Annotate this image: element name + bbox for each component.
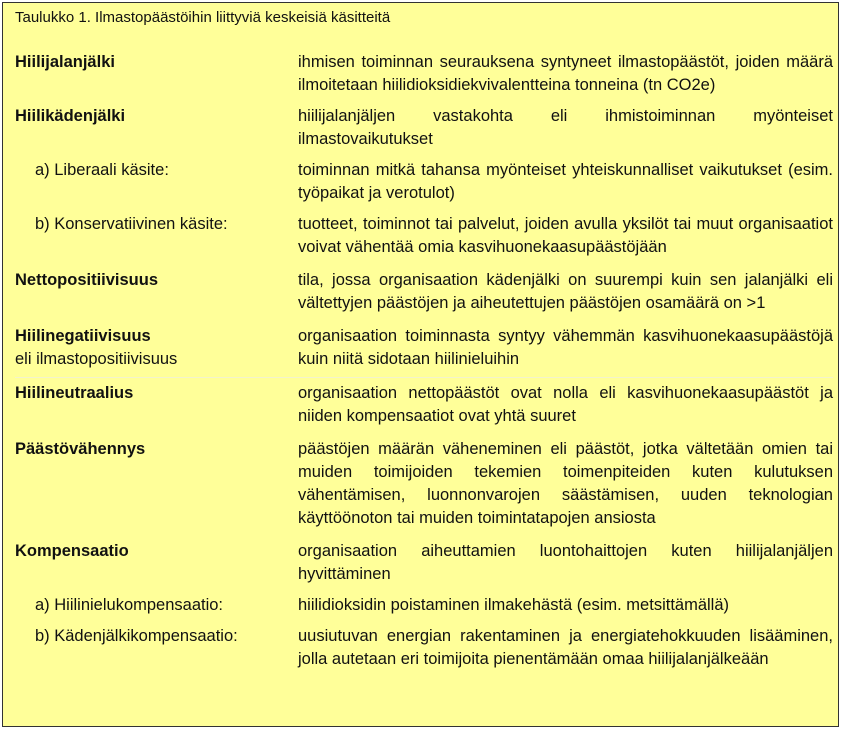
definition-hiilineutraalius: organisaation nettopäästöt ovat nolla eli kasvihuonekaasupäästöt ja niiden kompensaatiot ovat yhtä suuret xyxy=(298,384,833,425)
definition-konservatiivinen-kasite: tuotteet, toiminnot tai palvelut, joiden avulla yksilöt tai muut organisaatiot voivat vähentää omia kasvihuonekaasupäästöjään xyxy=(298,215,833,256)
definition-hiilijalanjalki: ihmisen toiminnan seurauksena syntyneet ilmastopäästöt, joiden määrä ilmoitetaan hiilidioksidiekvivalentteina tonneina (tn CO2e) xyxy=(298,53,833,94)
definition-kompensaatio: organisaation aiheuttamien luontohaittojen kuten hiilijalanjäljen hyvittäminen xyxy=(298,542,833,583)
definition-kadenjalkikompensaatio: uusiutuvan energian rakentaminen ja energiatehokkuuden lisääminen, jolla autetaan eri toimijoita pienentämään omaa hiilijalanjälkeään xyxy=(298,627,833,668)
term-hiilineutraalius: Hiilineutraalius xyxy=(15,384,134,402)
definition-liberaali-kasite: toiminnan mitkä tahansa myönteiset yhteiskunnalliset vaikutukset (esim. työpaikat ja verotulot) xyxy=(298,161,833,202)
term-kadenjalkikompensaatio: b) Kädenjälkikompensaatio: xyxy=(35,627,238,645)
table-row xyxy=(15,625,833,671)
definition-hiilinielukompensaatio: hiilidioksidin poistaminen ilmakehästä (esim. metsittämällä) xyxy=(298,596,729,614)
table-row xyxy=(15,51,833,97)
table-row xyxy=(15,213,833,259)
term-hiilikadenjalki: Hiilikädenjälki xyxy=(15,107,126,125)
table-row xyxy=(15,540,833,586)
concepts-table xyxy=(2,2,839,727)
table-row xyxy=(15,269,833,315)
term-paastovahennys: Päästövähennys xyxy=(15,440,146,458)
table-row xyxy=(15,159,833,205)
table-caption: Taulukko 1. Ilmastopäästöihin liittyviä keskeisiä käsitteitä xyxy=(15,9,391,26)
definition-nettopositiivisuus: tila, jossa organisaation kädenjälki on suurempi kuin sen jalanjälki eli vältettyjen päästöjen ja aiheutettujen päästöjen osamäärä on >1 xyxy=(298,271,833,312)
term-hiilinielukompensaatio: a) Hiilinielukompensaatio: xyxy=(35,596,224,614)
term-hiilinegatiivisuus-alias: eli ilmastopositiivisuus xyxy=(15,350,178,368)
table-row xyxy=(15,377,833,428)
term-nettopositiivisuus: Nettopositiivisuus xyxy=(15,271,159,289)
definition-hiilikadenjalki: hiilijalanjäljen vastakohta eli ihmistoiminnan myönteiset ilmastovaikutukset xyxy=(298,107,833,148)
term-kompensaatio: Kompensaatio xyxy=(15,542,129,560)
term-konservatiivinen-kasite: b) Konservatiivinen käsite: xyxy=(35,215,228,233)
term-hiilijalanjalki: Hiilijalanjälki xyxy=(15,53,115,71)
table-body xyxy=(15,51,833,671)
definition-paastovahennys: päästöjen määrän väheneminen eli päästöt, jotka vältetään omien tai muiden toimijoiden tekemien toimenpiteiden kuten kulutuksen vähentämisen, luonnonvarojen säästämisen, uuden teknologian käyttöönoton tai muiden toimintatapojen ansiosta xyxy=(298,440,833,527)
table-row xyxy=(15,325,833,371)
table-row xyxy=(15,105,833,151)
term-liberaali-kasite: a) Liberaali käsite: xyxy=(35,161,169,179)
definition-hiilinegatiivisuus: organisaation toiminnasta syntyy vähemmän kasvihuonekaasupäästöjä kuin niitä sidotaan hiilinieluihin xyxy=(298,327,833,368)
table-row xyxy=(15,594,833,617)
table-row xyxy=(15,438,833,530)
term-hiilinegatiivisuus: Hiilinegatiivisuus xyxy=(15,327,151,345)
